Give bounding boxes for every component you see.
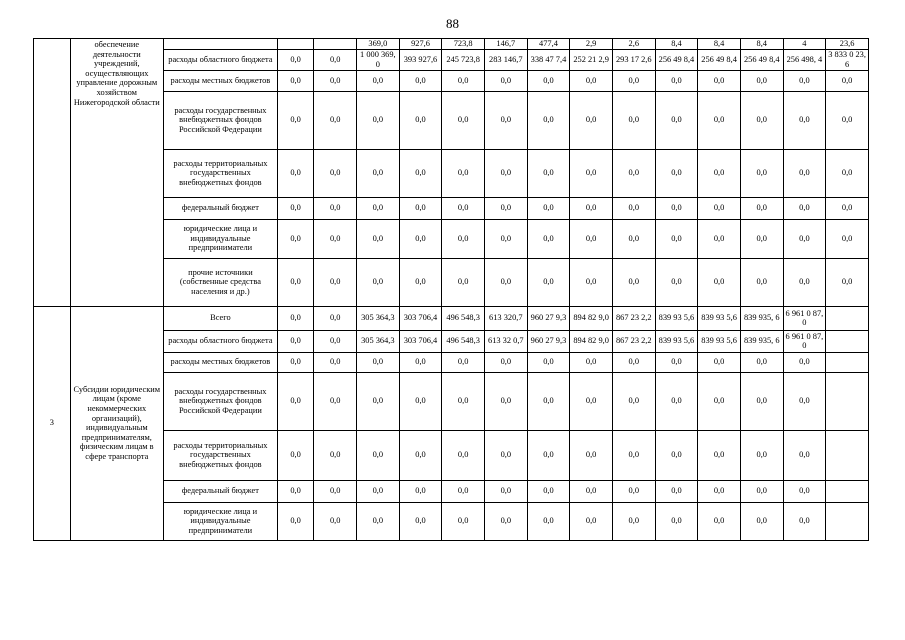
value-cell: 6 961 0 87,0 — [783, 306, 826, 330]
value-cell — [826, 502, 869, 540]
value-cell: 839 93 5,6 — [698, 306, 741, 330]
value-cell: 0,0 — [442, 91, 485, 149]
value-cell: 0,0 — [570, 352, 613, 372]
value-cell: 0,0 — [527, 91, 570, 149]
value-cell — [826, 372, 869, 430]
value-cell: 0,0 — [277, 480, 314, 502]
value-cell: 0,0 — [740, 372, 783, 430]
value-cell: 0,0 — [484, 197, 527, 219]
value-cell — [826, 480, 869, 502]
value-cell: 0,0 — [314, 502, 357, 540]
value-cell: 0,0 — [783, 430, 826, 480]
value-cell: 0,0 — [314, 430, 357, 480]
value-cell: 0,0 — [570, 430, 613, 480]
value-cell: 0,0 — [399, 430, 442, 480]
value-cell: 0,0 — [277, 149, 314, 197]
value-cell: 0,0 — [277, 70, 314, 91]
value-cell: 0,0 — [399, 258, 442, 306]
value-cell: 0,0 — [826, 149, 869, 197]
value-cell: 0,0 — [698, 91, 741, 149]
value-cell: 0,0 — [314, 480, 357, 502]
value-cell: 256 498, 4 — [783, 49, 826, 70]
value-cell: 0,0 — [612, 70, 655, 91]
value-cell: 839 93 5,6 — [698, 330, 741, 352]
value-cell: 0,0 — [314, 91, 357, 149]
funding-source: федеральный бюджет — [164, 197, 278, 219]
funding-source: прочие источники (собственные средства населения и др.) — [164, 258, 278, 306]
value-cell: 0,0 — [570, 502, 613, 540]
value-cell: 0,0 — [655, 91, 698, 149]
value-cell: 0,0 — [484, 70, 527, 91]
funding-source: расходы местных бюджетов — [164, 70, 278, 91]
value-cell: 0,0 — [612, 502, 655, 540]
value-cell: 0,0 — [612, 149, 655, 197]
value-cell: 293 17 2,6 — [612, 49, 655, 70]
value-cell: 0,0 — [698, 372, 741, 430]
value-cell: 839 93 5,6 — [655, 330, 698, 352]
value-cell: 867 23 2,2 — [612, 306, 655, 330]
value-cell: 0,0 — [399, 352, 442, 372]
value-cell: 0,0 — [612, 352, 655, 372]
funding-source: юридические лица и индивидуальные предприниматели — [164, 502, 278, 540]
value-cell: 0,0 — [783, 480, 826, 502]
value-cell: 0,0 — [570, 91, 613, 149]
value-cell: 0,0 — [442, 149, 485, 197]
value-cell: 0,0 — [698, 480, 741, 502]
value-cell: 0,0 — [612, 480, 655, 502]
value-cell: 0,0 — [314, 306, 357, 330]
value-cell: 0,0 — [442, 352, 485, 372]
value-cell: 0,0 — [527, 352, 570, 372]
value-cell: 0,0 — [357, 352, 400, 372]
value-cell: 393 927,6 — [399, 49, 442, 70]
value-cell: 0,0 — [442, 430, 485, 480]
value-cell: 0,0 — [442, 70, 485, 91]
value-cell: 0,0 — [783, 197, 826, 219]
value-cell: 0,0 — [655, 372, 698, 430]
value-cell — [826, 306, 869, 330]
value-cell: 496 548,3 — [442, 306, 485, 330]
value-cell: 0,0 — [399, 149, 442, 197]
value-cell: 0,0 — [484, 480, 527, 502]
value-cell: 0,0 — [357, 502, 400, 540]
value-cell: 0,0 — [357, 197, 400, 219]
value-cell: 0,0 — [740, 91, 783, 149]
funding-source — [164, 39, 278, 50]
value-cell: 0,0 — [527, 149, 570, 197]
value-cell: 0,0 — [655, 149, 698, 197]
value-cell: 303 706,4 — [399, 306, 442, 330]
table-row — [34, 306, 869, 330]
value-cell: 723,8 — [442, 39, 485, 50]
value-cell: 256 49 8,4 — [740, 49, 783, 70]
value-cell: 8,4 — [655, 39, 698, 50]
value-cell: 839 93 5,6 — [655, 306, 698, 330]
value-cell: 0,0 — [357, 430, 400, 480]
value-cell: 0,0 — [783, 149, 826, 197]
value-cell: 0,0 — [655, 430, 698, 480]
value-cell: 305 364,3 — [357, 306, 400, 330]
funding-source: расходы территориальных государственных внебюджетных фондов — [164, 149, 278, 197]
value-cell: 0,0 — [484, 352, 527, 372]
value-cell: 252 21 2,9 — [570, 49, 613, 70]
value-cell: 256 49 8,4 — [698, 49, 741, 70]
funding-source: юридические лица и индивидуальные предприниматели — [164, 219, 278, 258]
value-cell: 0,0 — [399, 197, 442, 219]
value-cell: 6 961 0 87,0 — [783, 330, 826, 352]
value-cell: 2,6 — [612, 39, 655, 50]
value-cell: 0,0 — [570, 70, 613, 91]
value-cell — [826, 352, 869, 372]
value-cell: 0,0 — [612, 430, 655, 480]
value-cell: 0,0 — [826, 70, 869, 91]
value-cell: 4 — [783, 39, 826, 50]
value-cell: 960 27 9,3 — [527, 306, 570, 330]
value-cell: 0,0 — [277, 430, 314, 480]
value-cell: 0,0 — [314, 352, 357, 372]
value-cell: 0,0 — [698, 502, 741, 540]
value-cell: 303 706,4 — [399, 330, 442, 352]
value-cell: 0,0 — [277, 306, 314, 330]
value-cell: 0,0 — [357, 219, 400, 258]
value-cell: 894 82 9,0 — [570, 306, 613, 330]
value-cell: 839 935, 6 — [740, 306, 783, 330]
value-cell: 0,0 — [655, 70, 698, 91]
value-cell: 0,0 — [570, 480, 613, 502]
value-cell: 0,0 — [277, 219, 314, 258]
value-cell: 1 000 369,0 — [357, 49, 400, 70]
value-cell: 613 32 0,7 — [484, 330, 527, 352]
value-cell: 283 146,7 — [484, 49, 527, 70]
value-cell: 0,0 — [826, 91, 869, 149]
value-cell: 0,0 — [698, 197, 741, 219]
value-cell: 0,0 — [740, 149, 783, 197]
value-cell: 496 548,3 — [442, 330, 485, 352]
value-cell: 0,0 — [612, 372, 655, 430]
value-cell: 0,0 — [740, 502, 783, 540]
value-cell: 0,0 — [570, 219, 613, 258]
value-cell: 0,0 — [527, 502, 570, 540]
value-cell: 0,0 — [527, 197, 570, 219]
value-cell: 0,0 — [442, 258, 485, 306]
row-number: 3 — [34, 306, 71, 540]
value-cell: 0,0 — [442, 197, 485, 219]
value-cell: 0,0 — [399, 70, 442, 91]
value-cell: 0,0 — [740, 219, 783, 258]
budget-table — [33, 38, 869, 541]
funding-source: Всего — [164, 306, 278, 330]
value-cell: 0,0 — [783, 258, 826, 306]
value-cell: 0,0 — [399, 219, 442, 258]
page-number: 88 — [446, 16, 459, 31]
value-cell: 0,0 — [484, 149, 527, 197]
value-cell: 0,0 — [277, 372, 314, 430]
value-cell: 0,0 — [527, 480, 570, 502]
value-cell: 338 47 7,4 — [527, 49, 570, 70]
value-cell: 0,0 — [277, 49, 314, 70]
value-cell: 0,0 — [357, 480, 400, 502]
value-cell: 0,0 — [314, 330, 357, 352]
value-cell: 0,0 — [277, 352, 314, 372]
value-cell: 146,7 — [484, 39, 527, 50]
value-cell: 894 82 9,0 — [570, 330, 613, 352]
item-description: Субсидии юридическим лицам (кроме некоммерческих организаций), индивидуальным предпринимателям, физическим лицам в сфере транспорта — [70, 306, 163, 540]
value-cell: 0,0 — [399, 372, 442, 430]
value-cell: 0,0 — [399, 502, 442, 540]
value-cell: 0,0 — [357, 91, 400, 149]
value-cell: 0,0 — [698, 352, 741, 372]
value-cell: 3 833 0 23,6 — [826, 49, 869, 70]
value-cell: 0,0 — [314, 197, 357, 219]
value-cell: 960 27 9,3 — [527, 330, 570, 352]
value-cell: 0,0 — [442, 502, 485, 540]
value-cell: 0,0 — [740, 352, 783, 372]
value-cell: 0,0 — [740, 480, 783, 502]
value-cell: 839 935, 6 — [740, 330, 783, 352]
value-cell: 0,0 — [527, 219, 570, 258]
value-cell: 8,4 — [740, 39, 783, 50]
value-cell: 0,0 — [655, 352, 698, 372]
value-cell: 0,0 — [826, 258, 869, 306]
value-cell: 0,0 — [277, 197, 314, 219]
value-cell: 867 23 2,2 — [612, 330, 655, 352]
value-cell: 0,0 — [484, 502, 527, 540]
value-cell: 0,0 — [783, 502, 826, 540]
value-cell: 0,0 — [612, 219, 655, 258]
value-cell: 0,0 — [740, 70, 783, 91]
table-row — [34, 39, 869, 50]
value-cell: 0,0 — [783, 219, 826, 258]
value-cell: 0,0 — [655, 480, 698, 502]
funding-source: расходы областного бюджета — [164, 330, 278, 352]
value-cell — [826, 430, 869, 480]
value-cell — [277, 39, 314, 50]
value-cell: 0,0 — [357, 258, 400, 306]
value-cell: 0,0 — [357, 372, 400, 430]
value-cell: 0,0 — [442, 372, 485, 430]
value-cell: 0,0 — [570, 149, 613, 197]
value-cell: 0,0 — [826, 219, 869, 258]
value-cell: 2,9 — [570, 39, 613, 50]
value-cell: 0,0 — [484, 430, 527, 480]
funding-source: расходы областного бюджета — [164, 49, 278, 70]
value-cell: 0,0 — [314, 70, 357, 91]
value-cell: 0,0 — [698, 219, 741, 258]
value-cell: 0,0 — [612, 197, 655, 219]
row-number — [34, 39, 71, 307]
value-cell: 305 364,3 — [357, 330, 400, 352]
value-cell: 0,0 — [527, 430, 570, 480]
value-cell: 0,0 — [314, 49, 357, 70]
value-cell: 0,0 — [484, 372, 527, 430]
value-cell: 0,0 — [277, 330, 314, 352]
value-cell: 0,0 — [783, 372, 826, 430]
value-cell: 613 320,7 — [484, 306, 527, 330]
value-cell: 245 723,8 — [442, 49, 485, 70]
funding-source: федеральный бюджет — [164, 480, 278, 502]
value-cell: 0,0 — [314, 219, 357, 258]
value-cell — [826, 330, 869, 352]
value-cell: 8,4 — [698, 39, 741, 50]
value-cell: 0,0 — [698, 70, 741, 91]
funding-source: расходы территориальных государственных внебюджетных фондов — [164, 430, 278, 480]
value-cell: 0,0 — [740, 197, 783, 219]
value-cell: 0,0 — [740, 258, 783, 306]
value-cell: 0,0 — [612, 91, 655, 149]
value-cell: 0,0 — [698, 149, 741, 197]
value-cell: 0,0 — [698, 258, 741, 306]
value-cell: 0,0 — [484, 91, 527, 149]
value-cell: 0,0 — [484, 258, 527, 306]
value-cell: 0,0 — [612, 258, 655, 306]
value-cell: 0,0 — [655, 219, 698, 258]
value-cell: 0,0 — [314, 258, 357, 306]
value-cell: 0,0 — [570, 258, 613, 306]
value-cell: 0,0 — [783, 91, 826, 149]
value-cell: 0,0 — [570, 372, 613, 430]
value-cell: 0,0 — [277, 258, 314, 306]
value-cell: 23,6 — [826, 39, 869, 50]
value-cell: 0,0 — [655, 197, 698, 219]
item-description: обеспечение деятельности учреждений, осуществляющих управление дорожным хозяйством Нижегородской области — [70, 39, 163, 307]
value-cell: 0,0 — [527, 70, 570, 91]
value-cell: 256 49 8,4 — [655, 49, 698, 70]
value-cell: 0,0 — [357, 70, 400, 91]
value-cell: 0,0 — [527, 258, 570, 306]
value-cell: 0,0 — [570, 197, 613, 219]
value-cell: 927,6 — [399, 39, 442, 50]
value-cell: 0,0 — [655, 258, 698, 306]
value-cell: 477,4 — [527, 39, 570, 50]
value-cell: 0,0 — [655, 502, 698, 540]
value-cell: 0,0 — [277, 502, 314, 540]
value-cell: 0,0 — [740, 430, 783, 480]
value-cell: 0,0 — [277, 91, 314, 149]
value-cell: 0,0 — [783, 70, 826, 91]
value-cell: 0,0 — [442, 480, 485, 502]
value-cell: 0,0 — [698, 430, 741, 480]
funding-source: расходы государственных внебюджетных фондов Российской Федерации — [164, 91, 278, 149]
value-cell: 0,0 — [527, 372, 570, 430]
value-cell: 0,0 — [399, 480, 442, 502]
value-cell: 0,0 — [314, 149, 357, 197]
value-cell: 0,0 — [783, 352, 826, 372]
value-cell: 0,0 — [399, 91, 442, 149]
funding-source: расходы государственных внебюджетных фондов Российской Федерации — [164, 372, 278, 430]
value-cell: 0,0 — [442, 219, 485, 258]
funding-source: расходы местных бюджетов — [164, 352, 278, 372]
value-cell: 369,0 — [357, 39, 400, 50]
value-cell: 0,0 — [826, 197, 869, 219]
value-cell: 0,0 — [357, 149, 400, 197]
value-cell — [314, 39, 357, 50]
value-cell: 0,0 — [484, 219, 527, 258]
value-cell: 0,0 — [314, 372, 357, 430]
